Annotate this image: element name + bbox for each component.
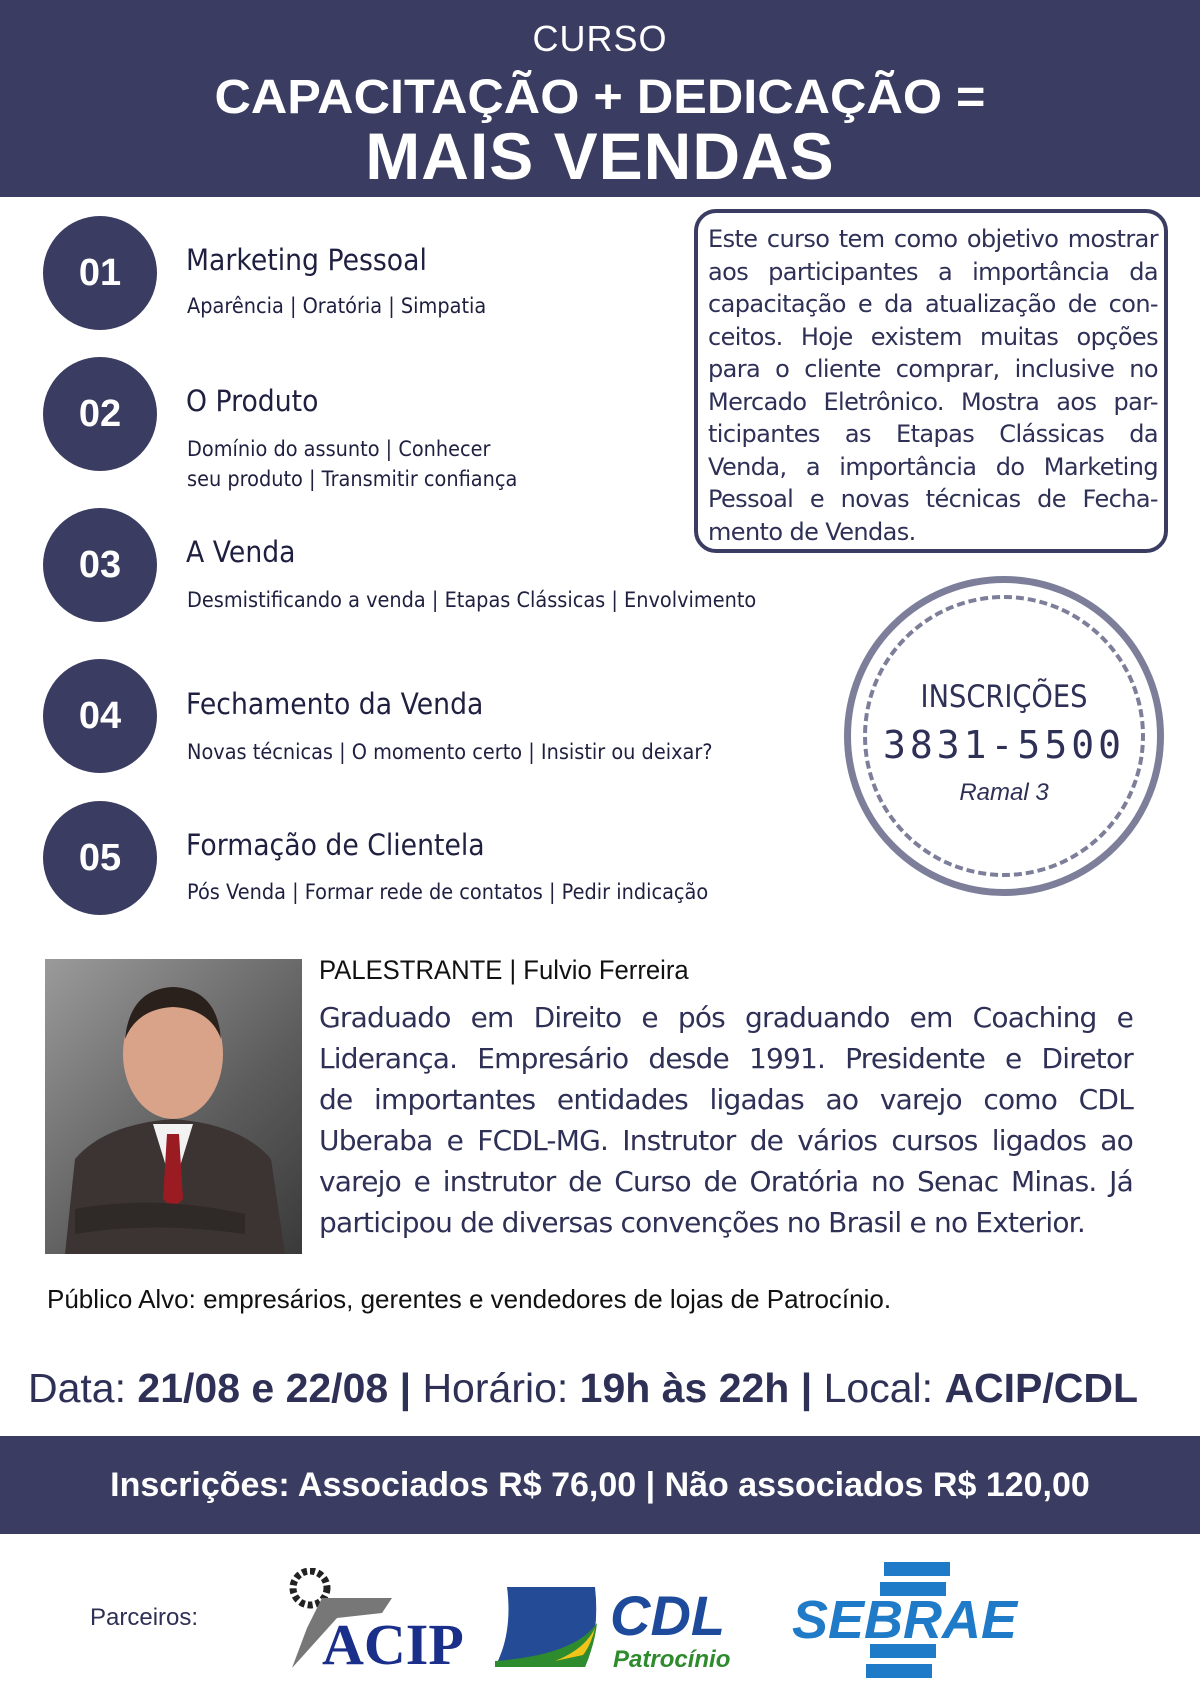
module-number: 05 <box>43 801 157 915</box>
module-subtitle: Pós Venda | Formar rede de contatos | Pedir indicação <box>187 880 709 904</box>
speaker-bio-line: Uberaba e FCDL-MG. Instrutor de vários cursos ligados ao <box>319 1124 1133 1157</box>
description-line: ceitos. Hoje existem muitas opções <box>708 322 1158 351</box>
module-number: 03 <box>43 508 157 622</box>
description-line: aos participantes a importância da <box>708 257 1158 286</box>
audience-label: Público Alvo: <box>47 1284 196 1314</box>
description-line: mento de Vendas. <box>708 517 916 546</box>
description-line: Mercado Eletrônico. Mostra aos par- <box>708 387 1158 416</box>
speaker-bio-line: de importantes entidades ligadas ao varejo como CDL <box>319 1083 1133 1116</box>
acip-logo <box>282 1568 466 1668</box>
module-number: 04 <box>43 659 157 773</box>
speaker-bio-line: participou de diversas convenções no Brasil e no Exterior. <box>319 1206 1085 1239</box>
pricing-banner <box>0 1436 1200 1534</box>
audience-text: empresários, gerentes e vendedores de lojas de Patrocínio. <box>195 1284 892 1314</box>
cdl-patrocinio-text: Patrocínio <box>613 1646 731 1673</box>
module-title: O Produto <box>186 384 319 418</box>
sebrae-logo-text: SEBRAE <box>792 1590 1018 1650</box>
description-line: Venda, a importância do Marketing <box>708 452 1158 481</box>
speaker-bio-line: Graduado em Direito e pós graduando em Coaching e <box>319 1001 1133 1034</box>
description-line: capacitação e da atualização de con- <box>708 290 1158 318</box>
event-details <box>28 1365 1138 1412</box>
date-label: Data: <box>28 1365 138 1411</box>
acip-logo-text: ACIP <box>322 1612 464 1668</box>
stamp-extension: Ramal 3 <box>959 779 1049 806</box>
description-line: para o cliente comprar, inclusive no <box>708 355 1158 383</box>
course-description-box <box>694 209 1168 553</box>
module-title: A Venda <box>186 535 296 569</box>
cdl-logo <box>495 1583 745 1673</box>
description-line: ticipantes as Etapas Clássicas da <box>708 420 1158 448</box>
module-subtitle: Aparência | Oratória | Simpatia <box>187 294 487 318</box>
title-line-2: MAIS VENDAS <box>365 119 835 193</box>
module-subtitle: seu produto | Transmitir confiança <box>187 467 518 491</box>
header-banner <box>0 0 1200 197</box>
time-label: Horário: <box>422 1365 580 1411</box>
description-line: Este curso tem como objetivo mostrar <box>708 225 1158 253</box>
module-subtitle: Domínio do assunto | Conhecer <box>187 437 491 461</box>
separator: | <box>789 1365 824 1411</box>
stamp-label: INSCRIÇÕES <box>920 679 1088 715</box>
time-value: 19h às 22h <box>579 1365 790 1411</box>
separator: | <box>388 1365 423 1411</box>
title-line-1: CAPACITAÇÃO + DEDICAÇÃO = <box>214 71 986 124</box>
target-audience <box>47 1284 891 1315</box>
module-title: Marketing Pessoal <box>186 243 427 277</box>
description-line: Pessoal e novas técnicas de Fecha- <box>708 485 1158 513</box>
sebrae-logo <box>792 1560 1032 1680</box>
partners-label: Parceiros: <box>90 1604 199 1631</box>
course-kicker: CURSO <box>532 18 668 59</box>
speaker-photo <box>45 959 302 1254</box>
speaker-heading: PALESTRANTE | Fulvio Ferreira <box>319 955 689 985</box>
module-subtitle: Desmistificando a venda | Etapas Clássicas | Envolvimento <box>187 588 757 612</box>
speaker-bio-line: varejo e instrutor de Curso de Oratória no Senac Minas. Já <box>319 1165 1133 1198</box>
speaker-bio-line: Liderança. Empresário desde 1991. Presidente e Diretor <box>319 1042 1133 1075</box>
date-value: 21/08 e 22/08 <box>137 1365 389 1411</box>
cdl-logo-text: CDL <box>610 1584 726 1647</box>
registration-stamp <box>844 576 1164 896</box>
pricing-text: Inscrições: Associados R$ 76,00 | Não associados R$ 120,00 <box>110 1465 1090 1504</box>
module-title: Formação de Clientela <box>186 828 485 862</box>
module-number: 01 <box>43 216 157 330</box>
place-value: ACIP/CDL <box>944 1365 1139 1411</box>
module-number: 02 <box>43 357 157 471</box>
place-label: Local: <box>823 1365 945 1411</box>
stamp-phone: 3831-5500 <box>883 723 1125 767</box>
module-subtitle: Novas técnicas | O momento certo | Insistir ou deixar? <box>187 740 713 764</box>
module-title: Fechamento da Venda <box>186 687 484 721</box>
